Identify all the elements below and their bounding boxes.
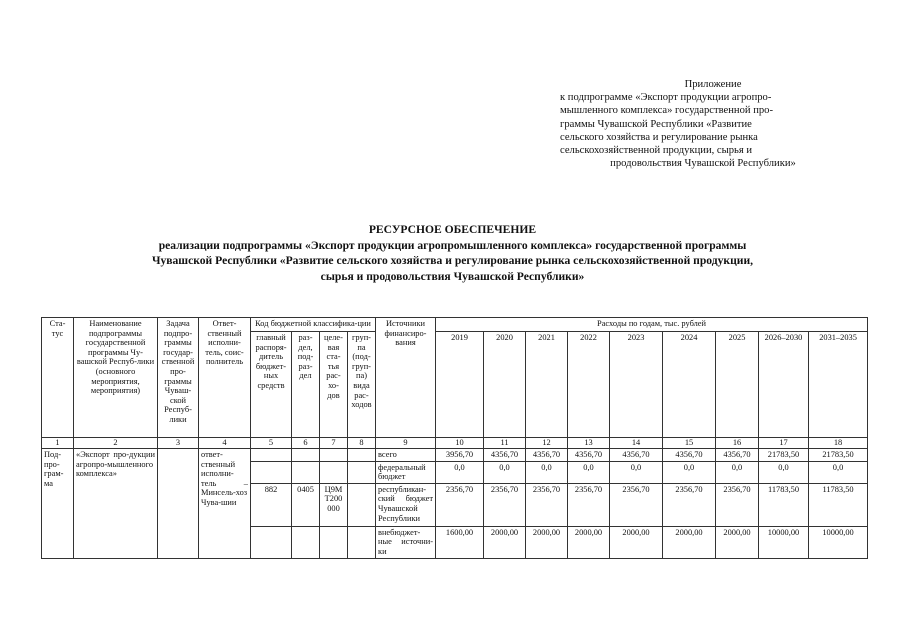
column-number: 3 — [158, 438, 199, 449]
value-cell: 2356,70 — [484, 483, 526, 526]
value-cell: 0,0 — [809, 461, 868, 483]
value-cell: 2356,70 — [568, 483, 610, 526]
value-cell: 1600,00 — [436, 526, 484, 558]
column-number: 17 — [759, 438, 809, 449]
header-year: 2026–2030 — [759, 332, 809, 438]
appendix-header — [560, 78, 846, 170]
column-number: 14 — [610, 438, 663, 449]
appendix-last-line: продовольствия Чувашской Республики» — [610, 158, 796, 170]
value-cell: 4356,70 — [568, 449, 610, 462]
header-executor: Ответ-ственный исполни-тель, соис-полнитель — [199, 318, 251, 438]
value-cell: 0,0 — [610, 461, 663, 483]
value-cell: 2356,70 — [663, 483, 716, 526]
header-year: 2022 — [568, 332, 610, 438]
status-cell: Под-про-грам-ма — [42, 449, 74, 559]
value-cell: 4356,70 — [526, 449, 568, 462]
vr-cell — [348, 483, 376, 526]
header-year: 2023 — [610, 332, 663, 438]
value-cell: 0,0 — [526, 461, 568, 483]
value-cell: 3956,70 — [436, 449, 484, 462]
column-number: 6 — [292, 438, 320, 449]
header-year: 2021 — [526, 332, 568, 438]
vr-cell — [348, 449, 376, 462]
column-number: 11 — [484, 438, 526, 449]
column-number: 9 — [376, 438, 436, 449]
header-year: 2019 — [436, 332, 484, 438]
column-number: 4 — [199, 438, 251, 449]
value-cell: 4356,70 — [484, 449, 526, 462]
value-cell: 0,0 — [568, 461, 610, 483]
value-cell: 2000,00 — [568, 526, 610, 558]
title-line: РЕСУРСНОЕ ОБЕСПЕЧЕНИЕ — [368, 223, 537, 236]
financing-table — [41, 317, 868, 559]
value-cell: 2356,70 — [610, 483, 663, 526]
value-cell: 21783,50 — [809, 449, 868, 462]
header-rz: раз-дел, под-раз-дел — [292, 332, 320, 438]
header-csr: целе-вая ста-тья рас-хо-дов — [320, 332, 348, 438]
header-gr: главный распоря-дитель бюджет-ных средств — [251, 332, 292, 438]
vr-cell — [348, 526, 376, 558]
header-source: Источники финансиро-вания — [376, 318, 436, 438]
gr-cell — [251, 526, 292, 558]
value-cell: 11783,50 — [809, 483, 868, 526]
value-cell: 2356,70 — [716, 483, 759, 526]
value-cell: 2356,70 — [526, 483, 568, 526]
value-cell: 2000,00 — [663, 526, 716, 558]
column-number: 18 — [809, 438, 868, 449]
source-cell: республикан-ский бюджет Чувашской Республики — [376, 483, 436, 526]
value-cell: 21783,50 — [759, 449, 809, 462]
column-number: 8 — [348, 438, 376, 449]
csr-cell — [320, 461, 348, 483]
title-line: сырья и продовольствия Чувашской Республики» — [320, 269, 585, 283]
gr-cell — [251, 449, 292, 462]
header-name: Наименование подпрограммы государственной программы Чу-вашской Респуб-лики (основного мероприятия, мероприятия) — [74, 318, 158, 438]
header-year: 2031–2035 — [809, 332, 868, 438]
column-number: 1 — [42, 438, 74, 449]
column-number: 12 — [526, 438, 568, 449]
appendix-line: сельскохозяйственной продукции, сырья и — [560, 145, 753, 157]
header-budget-code: Код бюджетной классифика-ции — [251, 318, 376, 332]
appendix-title: Приложение — [684, 79, 742, 90]
value-cell: 2356,70 — [436, 483, 484, 526]
source-cell: всего — [376, 449, 436, 462]
column-number: 16 — [716, 438, 759, 449]
source-cell: федеральный бюджет — [376, 461, 436, 483]
appendix-line: сельского хозяйства и регулирование рынка — [560, 131, 758, 143]
header-year: 2020 — [484, 332, 526, 438]
header-status: Ста-тус — [42, 318, 74, 438]
column-number: 15 — [663, 438, 716, 449]
rz-cell — [292, 526, 320, 558]
task-cell — [158, 449, 199, 559]
executor-cell: ответ-ственный исполни-тель – Минсель-хоз Чува-шии — [199, 449, 251, 559]
csr-cell: Ц9М Т200 000 — [320, 483, 348, 526]
header-year: 2025 — [716, 332, 759, 438]
value-cell: 2000,00 — [484, 526, 526, 558]
vr-cell — [348, 461, 376, 483]
value-cell: 2000,00 — [610, 526, 663, 558]
value-cell: 4356,70 — [610, 449, 663, 462]
value-cell: 2000,00 — [526, 526, 568, 558]
column-number: 5 — [251, 438, 292, 449]
value-cell: 10000,00 — [809, 526, 868, 558]
column-number: 2 — [74, 438, 158, 449]
header-task: Задача подпро-граммы государ-ственной про-граммы Чуваш-ской Респуб-лики — [158, 318, 199, 438]
value-cell: 0,0 — [436, 461, 484, 483]
column-number-row — [42, 438, 868, 449]
value-cell: 4356,70 — [663, 449, 716, 462]
appendix-line: мышленного комплекса» государственной про- — [560, 105, 773, 117]
appendix-line: к подпрограмме «Экспорт продукции агропро- — [560, 92, 772, 104]
title-line: Чувашской Республики «Развитие сельского хозяйства и регулирование рынка сельскохозяйственной продукции, — [151, 254, 754, 267]
gr-cell: 882 — [251, 483, 292, 526]
rz-cell — [292, 461, 320, 483]
gr-cell — [251, 461, 292, 483]
csr-cell — [320, 449, 348, 462]
rz-cell: 0405 — [292, 483, 320, 526]
header-year: 2024 — [663, 332, 716, 438]
value-cell: 0,0 — [716, 461, 759, 483]
appendix-line: граммы Чувашской Республики «Развитие — [560, 118, 752, 130]
value-cell: 4356,70 — [716, 449, 759, 462]
document-title — [40, 222, 865, 284]
header-vr: груп-па (под-груп-па) вида рас-ходов — [348, 332, 376, 438]
program-name-cell: «Экспорт про-дукции агропро-мышленного комплекса» — [74, 449, 158, 559]
header-expenses: Расходы по годам, тыс. рублей — [436, 318, 868, 332]
table-row — [42, 449, 868, 462]
title-line: реализации подпрограммы «Экспорт продукции агропромышленного комплекса» государственной программы — [158, 238, 747, 252]
column-number: 7 — [320, 438, 348, 449]
rz-cell — [292, 449, 320, 462]
value-cell: 10000,00 — [759, 526, 809, 558]
value-cell: 11783,50 — [759, 483, 809, 526]
column-number: 13 — [568, 438, 610, 449]
csr-cell — [320, 526, 348, 558]
column-number: 10 — [436, 438, 484, 449]
value-cell: 0,0 — [759, 461, 809, 483]
value-cell: 2000,00 — [716, 526, 759, 558]
value-cell: 0,0 — [484, 461, 526, 483]
source-cell: внебюджет-ные источни-ки — [376, 526, 436, 558]
value-cell: 0,0 — [663, 461, 716, 483]
